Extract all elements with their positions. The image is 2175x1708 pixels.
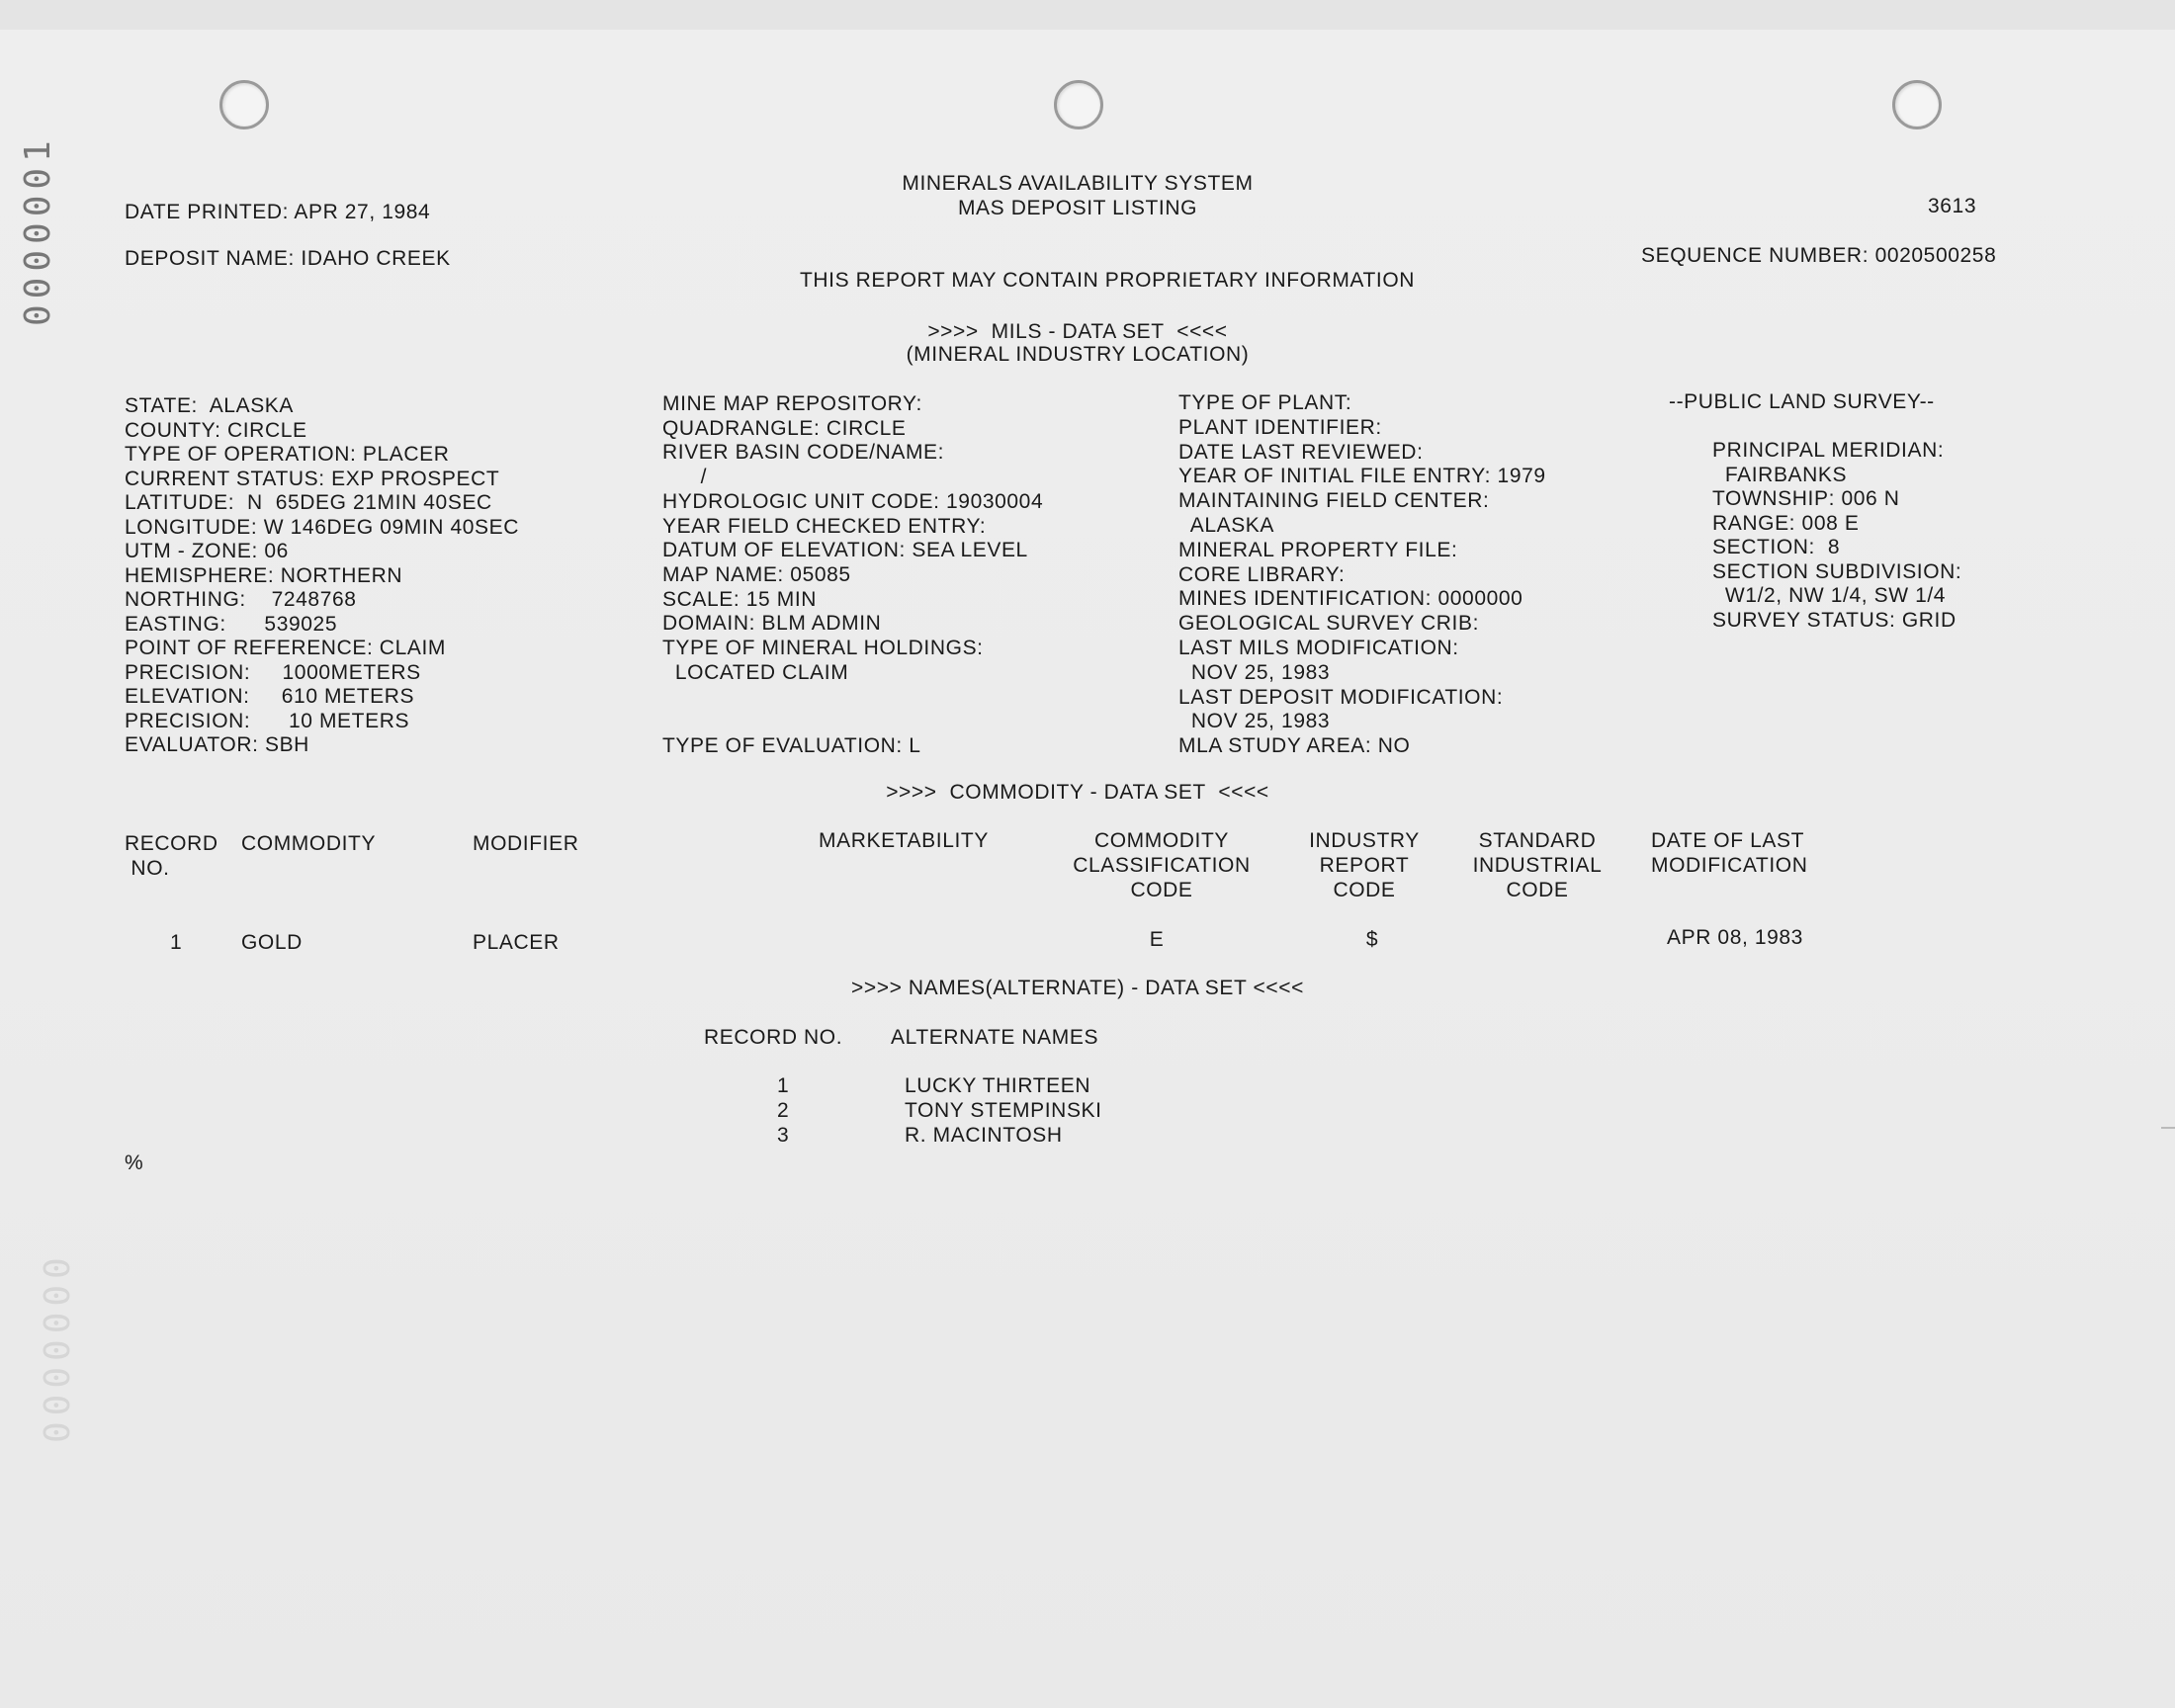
cell-record: 1 [170, 931, 183, 954]
field-line: PRECISION: 1000METERS [125, 660, 421, 684]
field-line: POINT OF REFERENCE: CLAIM [125, 637, 446, 659]
column-header-industry: INDUSTRY REPORT CODE [1309, 829, 1420, 901]
alternate-name: TONY STEMPINSKI [905, 1099, 1102, 1122]
names-header-record: RECORD NO. [704, 1026, 843, 1049]
name-record: 1 [777, 1074, 790, 1097]
mils-section-subtitle: (MINERAL INDUSTRY LOCATION) [906, 343, 1250, 366]
field-line: ALASKA [1178, 514, 1275, 537]
cell-date: APR 08, 1983 [1667, 926, 1803, 949]
field-line: DOMAIN: BLM ADMIN [662, 612, 882, 636]
names-header-alternate: ALTERNATE NAMES [891, 1026, 1099, 1049]
page-number: 3613 [1928, 195, 1977, 217]
field-line: LAST DEPOSIT MODIFICATION: [1178, 685, 1504, 709]
field-line: NORTHING: 7248768 [125, 588, 357, 611]
field-line: QUADRANGLE: CIRCLE [662, 416, 907, 440]
field-line: UTM - ZONE: 06 [125, 540, 289, 562]
field-line: GEOLOGICAL SURVEY CRIB: [1178, 612, 1480, 636]
field-line: TYPE OF EVALUATION: L [662, 733, 921, 757]
listing-title: MAS DEPOSIT LISTING [957, 197, 1198, 219]
field-line: LAST MILS MODIFICATION: [1178, 637, 1459, 659]
field-line: MINE MAP REPOSITORY: [662, 392, 922, 415]
field-line: MAP NAME: 05085 [662, 562, 851, 586]
field-line: LOCATED CLAIM [662, 660, 849, 684]
field-line: STATE: ALASKA [125, 394, 295, 417]
field-line: MAINTAINING FIELD CENTER: [1178, 489, 1490, 513]
alternate-name: R. MACINTOSH [905, 1124, 1063, 1147]
proprietary-notice: THIS REPORT MAY CONTAIN PROPRIETARY INFORMATION [799, 269, 1416, 292]
field-line: RIVER BASIN CODE/NAME: [662, 441, 945, 465]
field-line: NOV 25, 1983 [1178, 660, 1331, 684]
punch-hole-center [1054, 80, 1103, 129]
name-record: 3 [777, 1124, 790, 1147]
field-line: RANGE: 008 E [1712, 511, 1860, 535]
field-line: SECTION SUBDIVISION: [1712, 559, 1962, 583]
field-line: DATE LAST REVIEWED: [1178, 440, 1424, 464]
field-line: MINERAL PROPERTY FILE: [1178, 538, 1458, 561]
field-line: LONGITUDE: W 146DEG 09MIN 40SEC [125, 515, 520, 539]
names-section-title: >>>> NAMES(ALTERNATE) - DATA SET <<<< [851, 977, 1304, 999]
margin-mark [2161, 1127, 2175, 1129]
field-line: --PUBLIC LAND SURVEY-- [1669, 390, 1935, 413]
field-line: EVALUATOR: SBH [125, 733, 309, 756]
field-line: ELEVATION: 610 METERS [125, 685, 415, 708]
field-line: PLANT IDENTIFIER: [1178, 415, 1382, 439]
field-line: COUNTY: CIRCLE [125, 418, 307, 442]
system-title: MINERALS AVAILABILITY SYSTEM [902, 172, 1254, 195]
margin-frame-stamp-faint: 0000000 [38, 1251, 78, 1443]
column-header-classification: COMMODITY CLASSIFICATION CODE [1073, 829, 1251, 901]
field-line: FAIRBANKS [1712, 463, 1848, 486]
field-line: TYPE OF MINERAL HOLDINGS: [662, 637, 984, 659]
field-line: YEAR FIELD CHECKED ENTRY: [662, 514, 987, 538]
field-line: SCALE: 15 MIN [662, 587, 818, 611]
field-line: / [662, 466, 708, 489]
column-header-date: DATE OF LAST MODIFICATION [1651, 829, 1808, 877]
field-line: TYPE OF PLANT: [1178, 391, 1352, 414]
field-line: PRECISION: 10 METERS [125, 709, 410, 732]
column-header-marketability: MARKETABILITY [819, 829, 989, 852]
top-edge-shadow [0, 0, 2175, 30]
field-line: PRINCIPAL MERIDIAN: [1712, 439, 1945, 462]
date-printed: DATE PRINTED: APR 27, 1984 [125, 201, 431, 223]
mils-section-title: >>>> MILS - DATA SET <<<< [927, 320, 1228, 343]
cell-commodity: GOLD [241, 931, 303, 954]
sequence-number: SEQUENCE NUMBER: 0020500258 [1641, 244, 1997, 267]
punch-hole-left [219, 80, 269, 129]
margin-frame-stamp: 0000001 [18, 134, 58, 326]
field-line: SECTION: 8 [1712, 536, 1841, 558]
column-header-record: RECORD NO. [125, 832, 218, 880]
field-line: CORE LIBRARY: [1178, 562, 1346, 586]
field-line: DATUM OF ELEVATION: SEA LEVEL [662, 539, 1028, 562]
field-line: HYDROLOGIC UNIT CODE: 19030004 [662, 489, 1044, 513]
field-line: TOWNSHIP: 006 N [1712, 487, 1900, 510]
field-line: MINES IDENTIFICATION: 0000000 [1178, 587, 1523, 611]
cell-modifier: PLACER [473, 931, 560, 954]
cell-classification: E [1149, 928, 1165, 951]
column-header-standard: STANDARD INDUSTRIAL CODE [1472, 829, 1603, 901]
commodity-section-title: >>>> COMMODITY - DATA SET <<<< [886, 781, 1269, 804]
field-line: W1/2, NW 1/4, SW 1/4 [1712, 584, 1947, 607]
field-line: YEAR OF INITIAL FILE ENTRY: 1979 [1178, 465, 1546, 488]
field-line: HEMISPHERE: NORTHERN [125, 563, 403, 587]
name-record: 2 [777, 1099, 790, 1122]
field-line: EASTING: 539025 [125, 612, 338, 636]
field-line: CURRENT STATUS: EXP PROSPECT [125, 467, 500, 490]
deposit-name: DEPOSIT NAME: IDAHO CREEK [125, 247, 451, 270]
alternate-name: LUCKY THIRTEEN [905, 1074, 1091, 1097]
field-line: NOV 25, 1983 [1178, 710, 1331, 733]
column-header-commodity: COMMODITY [241, 832, 377, 855]
field-line: TYPE OF OPERATION: PLACER [125, 443, 450, 466]
field-line: SURVEY STATUS: GRID [1712, 608, 1957, 632]
column-header-modifier: MODIFIER [473, 832, 579, 855]
field-line: LATITUDE: N 65DEG 21MIN 40SEC [125, 491, 492, 514]
punch-hole-right [1892, 80, 1942, 129]
cell-industry: $ [1365, 928, 1379, 951]
percent-mark: % [125, 1152, 144, 1174]
field-line: MLA STUDY AREA: NO [1178, 734, 1411, 758]
